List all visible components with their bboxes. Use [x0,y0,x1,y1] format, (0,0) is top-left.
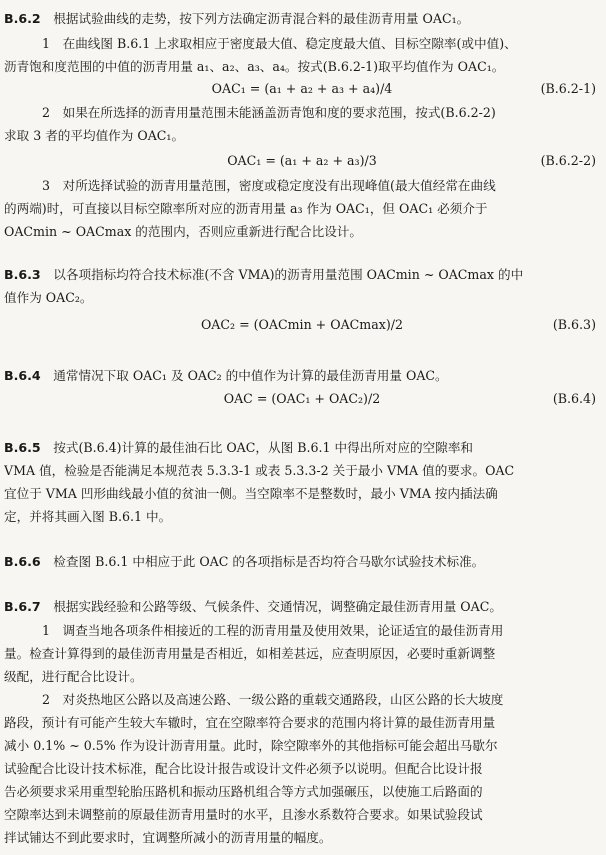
equation-number: (B.6.3) [552,317,596,332]
text-line: 检查图 B.6.1 中相应于此 OAC 的各项指标是否均符合马歇尔试验技术标准。 [53,554,485,569]
equation-number: (B.6.2-2) [540,153,596,168]
equation-formula: OAC₁ = (a₁ + a₂ + a₃ + a₄)/4 [211,81,393,96]
clause-number: B.6.7 [4,599,41,614]
clause-number: B.6.5 [4,440,41,455]
text-line: 宜位于 VMA 凹形曲线最小值的贫油一侧。当空隙率不是整数时，最小 VMA 按内插法确 [4,486,498,501]
text-line: 通常情况下取 OAC₁ 及 OAC₂ 的中值作为计算的最佳沥青用量 OAC。 [53,368,448,383]
text-line: 量。检查计算得到的最佳沥青用量是否相近，如相差甚远，应查明原因，必要时重新调整 [4,646,496,661]
text-line: 求取 3 者的平均值作为 OAC₁。 [4,128,185,143]
clause-b-6-3-heading [4,266,600,284]
text-line: 的两端)时，可直接以目标空隙率所对应的沥青用量 a₃ 作为 OAC₁，但 OAC₁ 必须介于 [4,201,488,216]
clause-b-6-5-heading [4,439,600,457]
text-line: 按式(B.6.4)计算的最佳油石比 OAC，从图 B.6.1 中得出所对应的空隙率和 [53,440,474,455]
clause-b-6-4-heading [4,367,600,385]
clause-number: B.6.4 [4,368,41,383]
text-line: OACmin ~ OACmax 的范围内，否则应重新进行配合比设计。 [4,224,362,239]
text-line: 2 如果在所选择的沥青用量范围未能涵盖沥青饱和度的要求范围，按式(B.6.2-2) [42,105,496,120]
text-line: 以各项指标均符合技术标准(不含 VMA)的沥青用量范围 OACmin ~ OACmax 的中 [53,267,524,282]
text-line: VMA 值，检验是否能满足本规范表 5.3.3-1 或表 5.3.3-2 关于最小 VMA 值的要求。OAC [4,463,515,478]
text-line: 减小 0.1% ~ 0.5% 作为设计沥青用量。此时，除空隙率外的其他指标可能会超出马歇尔 [4,738,498,753]
clause-number: B.6.3 [4,267,41,282]
clause-b-6-6-heading [4,553,600,571]
text-line: 1 调查当地各项条件相接近的工程的沥青用量及使用效果，论证适宜的最佳沥青用 [42,623,504,638]
equation-formula: OAC₂ = (OACmin + OACmax)/2 [200,317,404,332]
text-line: 路段，预计有可能产生较大车辙时，宜在空隙率符合要求的范围内将计算的最佳沥青用量 [4,715,496,730]
text-line: 试验配合比设计技术标准，配合比设计报告或设计文件必须予以说明。但配合比设计报 [4,761,483,776]
clause-title: 根据试验曲线的走势，按下列方法确定沥青混合料的最佳沥青用量 OAC₁。 [53,11,470,26]
text-line: 定，并将其画入图 B.6.1 中。 [4,509,172,524]
text-line: 空隙率达到未调整前的原最佳沥青用量时的水平，且渗水系数符合要求。如果试验段试 [4,807,483,822]
text-line: 沥青饱和度范围的中值的沥青用量 a₁、a₂、a₃、a₄。按式(B.6.2-1)取平均值作为 OAC₁。 [4,59,505,74]
text-line: 3 对所选择试验的沥青用量范围，密度或稳定度没有出现峰值(最大值经常在曲线 [42,178,496,193]
equation-number: (B.6.4) [552,391,596,406]
clause-number: B.6.2 [4,11,41,26]
clause-b-6-7-heading [4,598,600,616]
equation-number: (B.6.2-1) [540,81,596,96]
text-line: 拌试铺达不到此要求时，宜调整所减小的沥青用量的幅度。 [4,830,332,845]
text-line: 级配，进行配合比设计。 [4,669,143,684]
text-line: 2 对炎热地区公路以及高速公路、一级公路的重载交通路段，山区公路的长大坡度 [42,692,504,707]
text-line: 告必须要求采用重型轮胎压路机和振动压路机组合等方式加强碾压，以使施工后路面的 [4,784,483,799]
text-line: 值作为 OAC₂。 [4,290,93,305]
text-line: 根据实践经验和公路等级、气候条件、交通情况，调整确定最佳沥青用量 OAC。 [53,599,502,614]
equation-formula: OAC = (OAC₁ + OAC₂)/2 [223,391,381,406]
text-line: 1 在曲线图 B.6.1 上求取相应于密度最大值、稳定度最大值、目标空隙率(或中值)、 [42,36,517,51]
clause-b-6-2-heading [4,10,600,28]
equation-formula: OAC₁ = (a₁ + a₂ + a₃)/3 [227,153,377,168]
clause-number: B.6.6 [4,554,41,569]
